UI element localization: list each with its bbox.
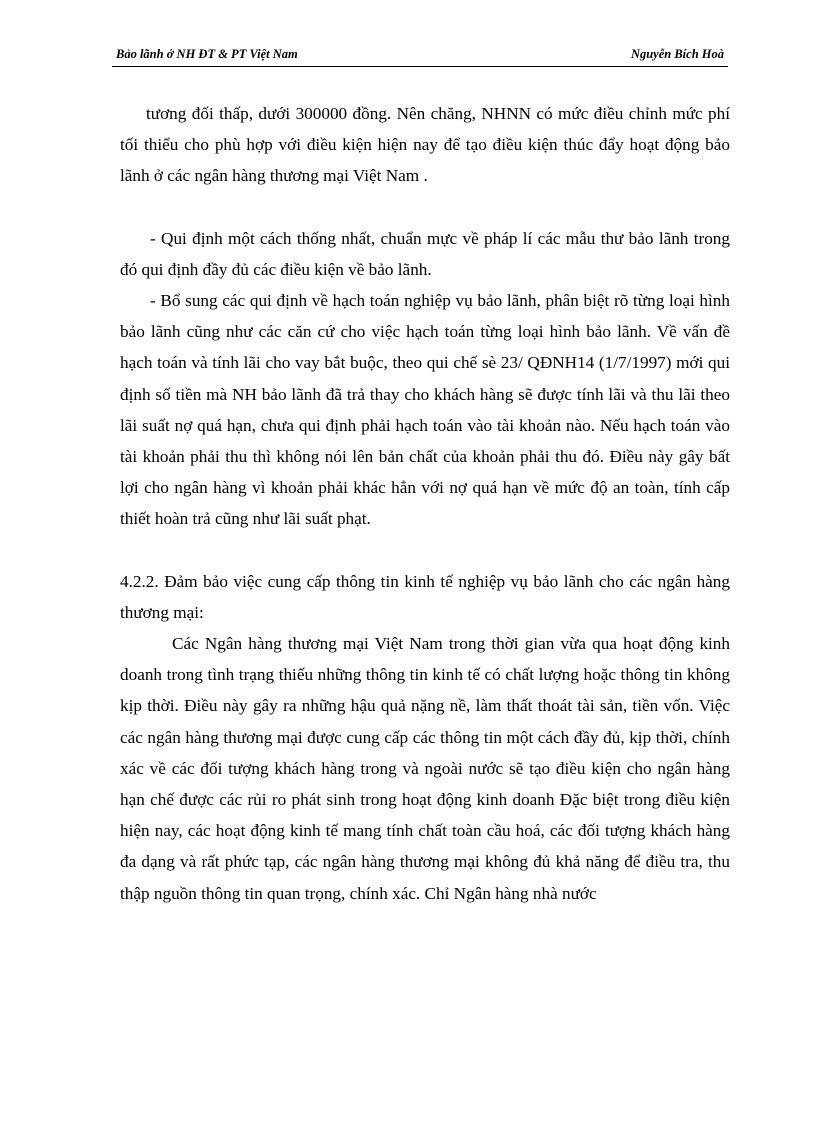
paragraph: tương đối thấp, dưới 300000 đồng. Nên chăng, NHNN có mức điều chỉnh mức phí tối thiểu cho phù hợp với điều kiện hiện nay để tạo điều kiện thúc đẩy hoạt động bảo lãnh ở các ngân hàng thương mại Việt Nam .: [120, 104, 730, 186]
paragraph: - Qui định một cách thống nhất, chuẩn mực về pháp lí các mẫu thư bảo lãnh trong đó qui định đầy đủ các điều kiện về bảo lãnh.: [120, 228, 730, 279]
paragraph: Các Ngân hàng thương mại Việt Nam trong thời gian vừa qua hoạt động kinh doanh trong tình trạng thiếu những thông tin kinh tế có chất lượng hoặc thông tin không kịp thời. Điều này gây ra những hậu quả nặng nề, làm thất thoát tài sản, tiền vốn. Việc các ngân hàng thương mại được cung cấp các thông tin một cách đầy đủ, kịp thời, chính xác về các đối tượng khách hàng trong và ngoài nước sẽ tạo điều kiện cho ngân hàng hạn chế được các rủi ro phát sinh trong hoạt động kinh doanh Đặc biệt trong điều kiện hiện nay, các hoạt động kinh tế mang tính chất toàn cầu hoá, các đối tượng khách hàng đa dạng và rất phức tạp, các ngân hàng thương mại không đủ khả năng để điều tra, thu thập nguồn thông tin quan trọng, chính xác. Chỉ Ngân hàng nhà nước: [120, 634, 730, 903]
document-body: [120, 98, 730, 909]
header-title: Bảo lãnh ở NH ĐT & PT Việt Nam: [116, 47, 298, 61]
page-header: [112, 44, 728, 67]
paragraph: - Bổ sung các qui định về hạch toán nghiệp vụ bảo lãnh, phân biệt rõ từng loại hình bảo lãnh cũng như các căn cứ cho việc hạch toán từng loại hình bảo lãnh. Về vấn đề hạch toán và tính lãi cho vay bắt buộc, theo qui chế sè 23/ QĐNH14 (1/7/1997) mới qui định số tiền mà NH bảo lãnh đã trả thay cho khách hàng sẽ được tính lãi và thu lãi theo lãi suất nợ quá hạn, chưa qui định phải hạch toán vào tài khoản nào. Nếu hạch toán vào tài khoản phải thu thì không nói lên bản chất của khoản phải thu đó. Điều này gây bất lợi cho ngân hàng vì khoản phải khác hẳn với nợ quá hạn về mức độ an toàn, tính cấp thiết hoàn trả cũng như lãi suất phạt.: [120, 291, 730, 529]
header-author: Nguyễn Bích Hoà: [630, 47, 724, 61]
section-heading: 4.2.2. Đảm bảo việc cung cấp thông tin kinh tế nghiệp vụ bảo lãnh cho các ngân hàng thương mại:: [120, 571, 730, 622]
